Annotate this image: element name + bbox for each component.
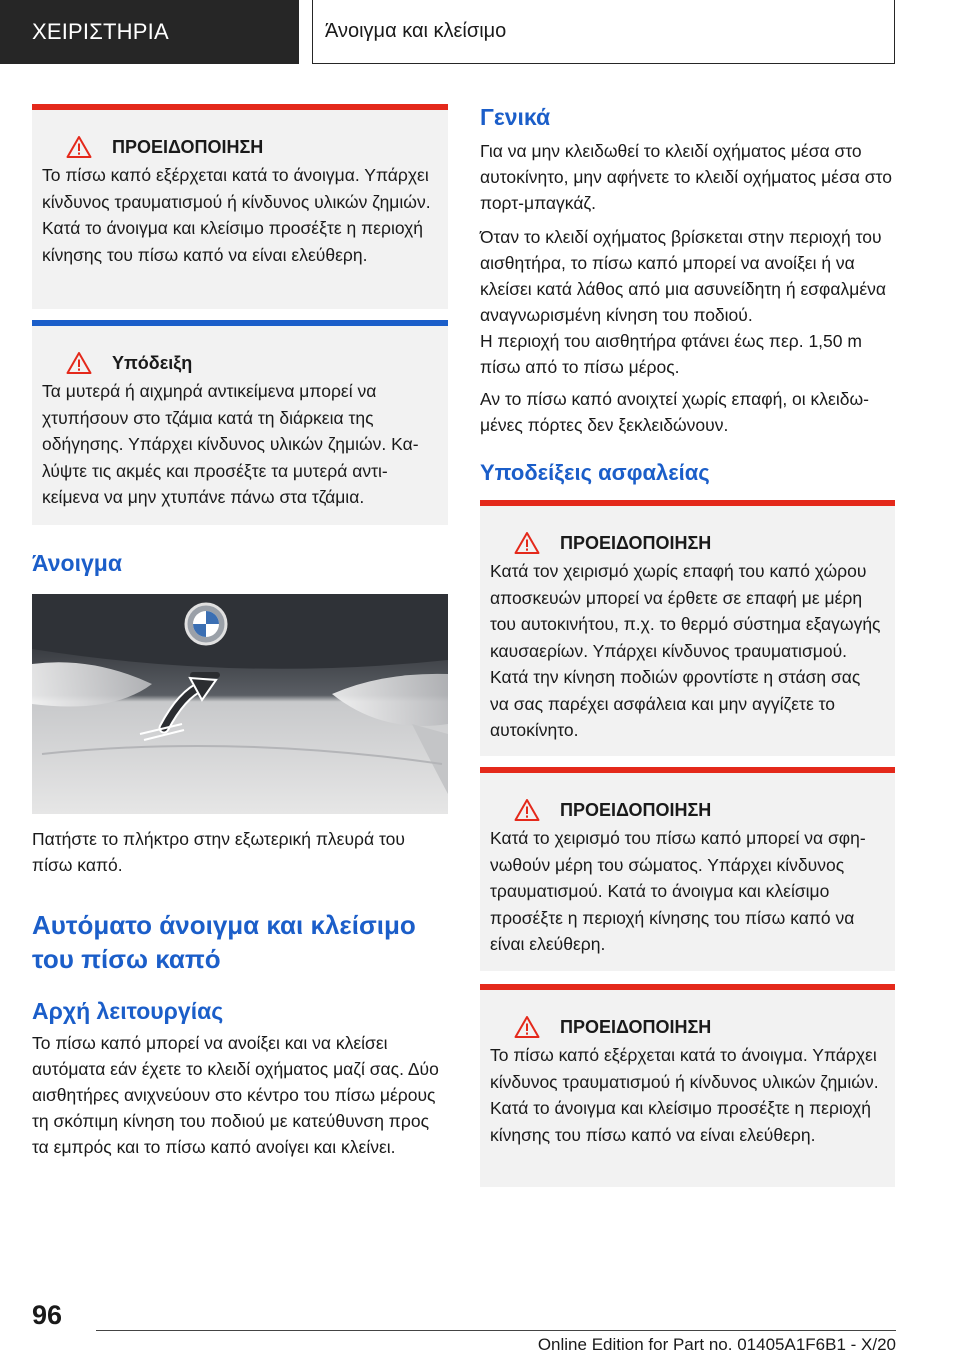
header-topic-label: Άνοιγμα και κλείσιμο (325, 20, 507, 42)
warning-title: ΠΡΟΕΙΔΟΠΟΙΗΣΗ (560, 532, 712, 553)
warning-box-contactless-operation (480, 500, 895, 756)
heading-automatic-opening: Αυτόματο άνοιγμα και κλείσιμο του πίσω καπό (32, 910, 416, 974)
warning-title: ΠΡΟΕΙΔΟΠΟΙΗΣΗ (112, 136, 264, 157)
header-section-label: ΧΕΙΡΙΣΤΗΡΙΑ (32, 19, 169, 44)
heading-operating-principle: Αρχή λειτουργίας (32, 998, 224, 1024)
principle-text: Το πίσω καπό μπορεί να ανοίξει και να κλείσει αυτόματα εάν έχετε το κλειδί οχήματος μαζί σας. Δύο αισθητήρες ανιχνεύουν στο κέντρο του πίσω μέρους τη σκόπιμη κίνηση του ποδιού με κατεύθυνση προς τα εμπρός και το πίσω καπό ανοίγει και κλείνει. (32, 1033, 439, 1157)
warning-text: Κατά το χειρισμό του πίσω καπό μπορεί να σφηνωθούν μέρη του σώματος. Υπάρχει κίνδυνος τραυματισμού. Κατά το άνοιγμα και κλείσιμο προσέξτε η περιοχή κίνησης του πίσω καπό να είναι ελεύθερη. (490, 828, 866, 954)
figure-caption: Πατήστε το πλήκτρο στην εξωτερική πλευρά του πίσω καπό. (32, 829, 405, 875)
warning-triangle-icon (514, 531, 540, 555)
warning-triangle-icon (514, 798, 540, 822)
note-title: Υπόδειξη (112, 352, 193, 373)
warning-title: ΠΡΟΕΙΔΟΠΟΙΗΣΗ (560, 799, 712, 820)
general-paragraph-3: Η περιοχή του αισθητήρα φτάνει έως περ. 1,50 m πίσω από το πίσω μέρος. (480, 331, 862, 377)
general-paragraph-1: Για να μην κλειδωθεί το κλειδί οχήματος μέσα στο αυτοκίνητο, μην αφήνετε το κλειδί οχήματος μέσα στο πορτ-μπαγκάζ. (480, 141, 892, 213)
footer-edition: Online Edition for Part no. 01405A1F6B1 - X/20 (537, 1335, 896, 1354)
heading-opening: Άνοιγμα (32, 550, 122, 576)
heading-safety-notes: Υποδείξεις ασφαλείας (480, 460, 710, 485)
warning-text: Το πίσω καπό εξέρχεται κατά το άνοιγμα. Υπάρχει κίνδυνος τραυματισμού ή κίνδυνος υλικών ζημιών. Κατά το άνοιγμα και κλείσιμο προσέξτε η περιοχή κίνησης του πίσω καπό να είναι ελεύθερη. (42, 165, 431, 265)
tailgate-button-illustration (32, 594, 448, 814)
warning-box-tailgate-extends-2 (480, 984, 895, 1187)
note-triangle-icon (66, 351, 92, 375)
warning-title: ΠΡΟΕΙΔΟΠΟΙΗΣΗ (560, 1016, 712, 1037)
general-paragraph-4: Αν το πίσω καπό ανοιχτεί χωρίς επαφή, οι κλειδωμένες πόρτες δεν ξεκλειδώνουν. (480, 389, 869, 435)
note-box-sharp-objects (32, 320, 448, 525)
warning-box-pinching (480, 767, 895, 971)
header-section-tab (0, 0, 299, 64)
warning-triangle-icon (514, 1015, 540, 1039)
header-topic-tab (312, 0, 895, 64)
note-text: Τα μυτερά ή αιχμηρά αντικείμενα μπορεί να χτυπήσουν στο τζάμια κατά τη διάρκεια της οδήγησης. Υπάρχει κίνδυνος υλικών ζημιών. Καλύψτε τις ακμές και προσέξτε τα μυτερά αντικείμενα να μην χτυπάνε πάνω στα τζάμια. (42, 381, 419, 507)
footer-divider (96, 1330, 896, 1331)
warning-triangle-icon (66, 135, 92, 159)
general-paragraph-2: Όταν το κλειδί οχήματος βρίσκεται στην περιοχή του αισθητήρα, το πίσω καπό μπορεί να ανοίξει ή να κλείσει κατά λάθος από μια ασυνείδητη ή εσφαλμένα αναγνωρισμένη κίνηση του ποδιού. (480, 227, 887, 325)
heading-general: Γενικά (480, 104, 551, 130)
warning-box-tailgate-extends (32, 104, 448, 309)
page-number: 96 (32, 1300, 63, 1330)
warning-text: Το πίσω καπό εξέρχεται κατά το άνοιγμα. Υπάρχει κίνδυνος τραυματισμού ή κίνδυνος υλικών ζημιών. Κατά το άνοιγμα και κλείσιμο προσέξτε η περιοχή κίνησης του πίσω καπό να είναι ελεύθερη. (490, 1045, 879, 1145)
tailgate-illustration-svg (32, 594, 448, 814)
warning-text: Κατά τον χειρισμό χωρίς επαφή του καπό χώρου αποσκευών μπορεί να έρθετε σε επαφή με μέρη του αυτοκινήτου, π.χ. το θερμό σύστημα εξαγωγής καυσαερίων. Υπάρχει κίνδυνος τραυματισμού. Κατά την κίνηση ποδιών φροντίστε η στάση σας να σας παρέχει ασφάλεια και μην αγγίζετε το αυτοκίνητο. (490, 561, 881, 740)
